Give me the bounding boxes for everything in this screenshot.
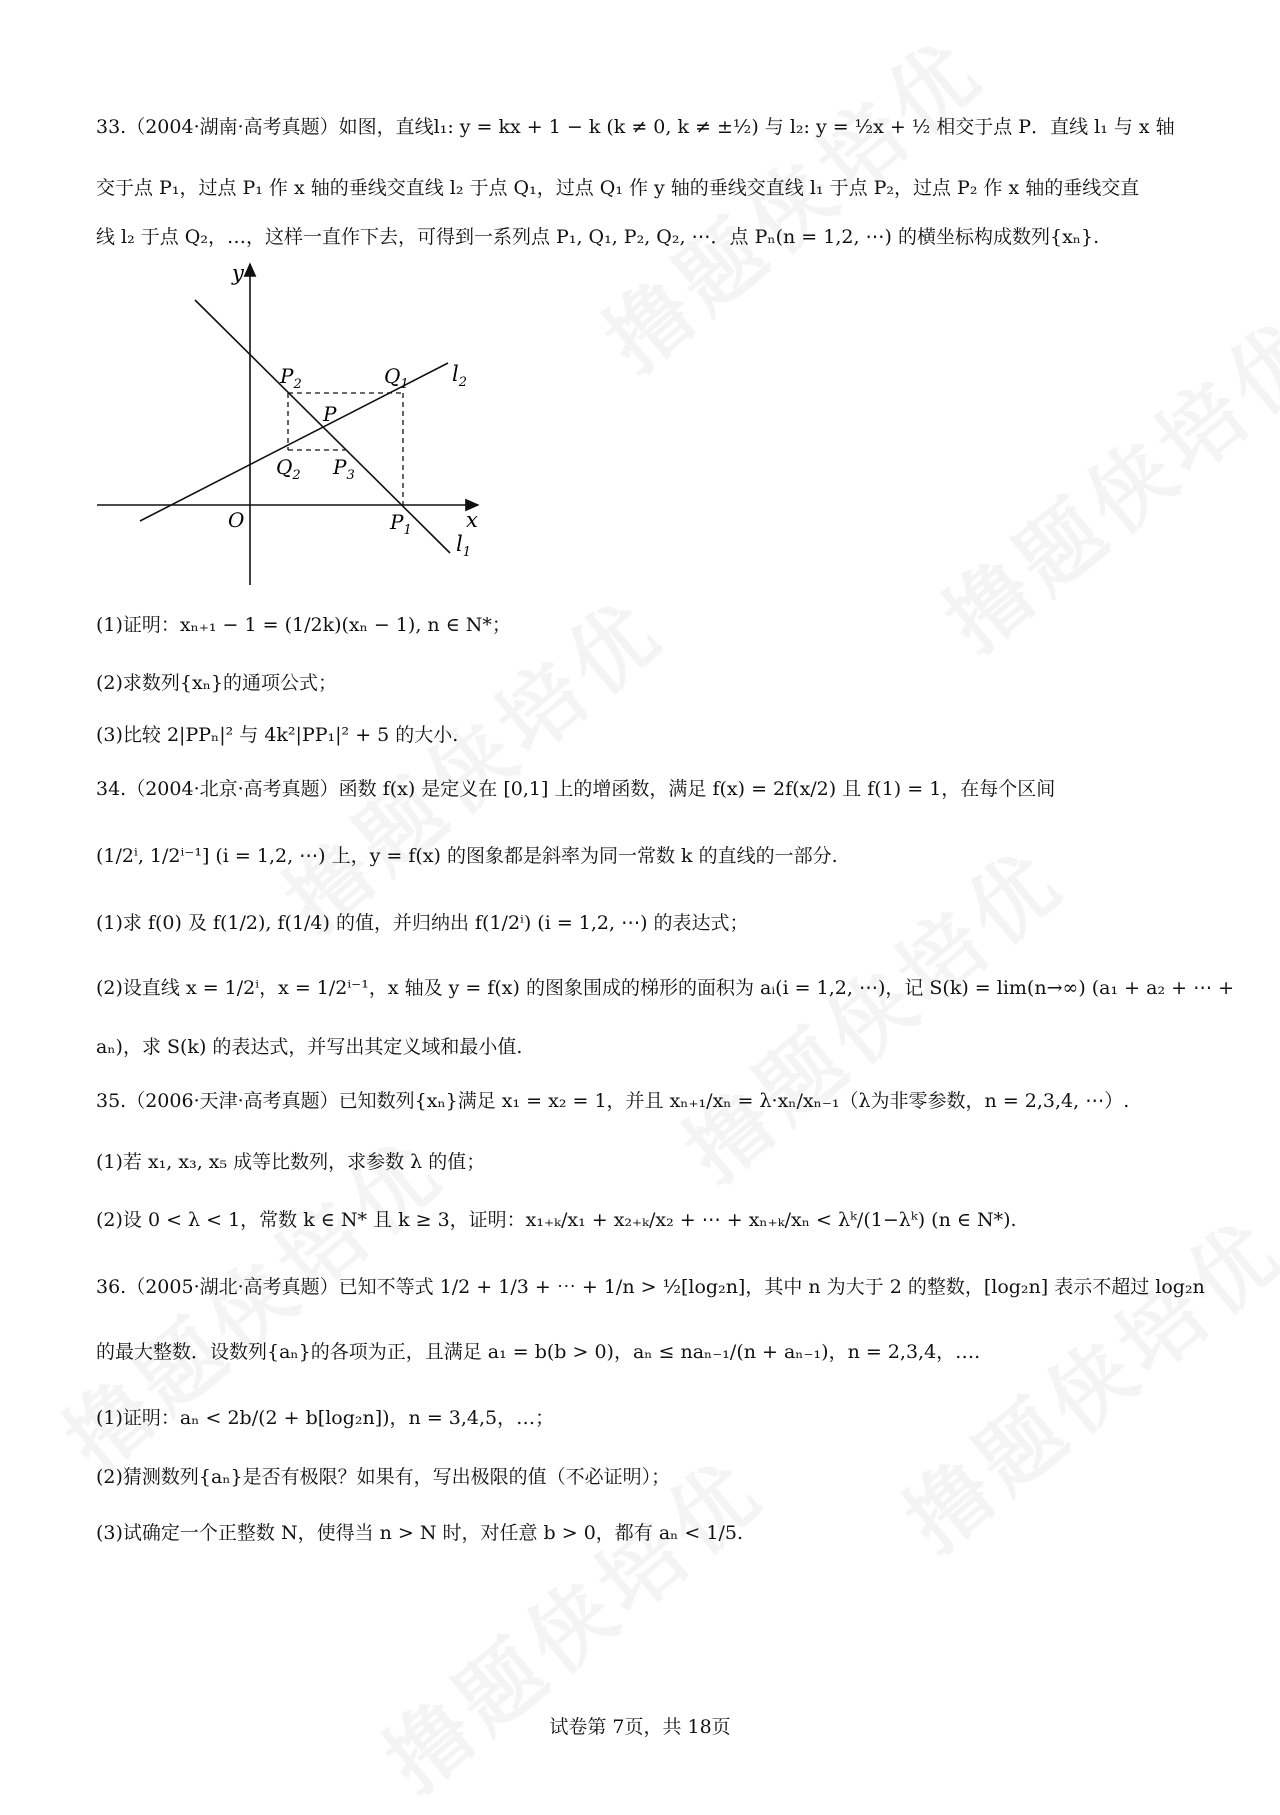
q36-line1: 36.（2005·湖北·高考真题）已知不等式 1/2 + 1/3 + ⋯ + 1/n > ½[log₂n]，其中 n 为大于 2 的整数，[log₂n] 表示不超过 log₂n	[96, 1276, 1205, 1298]
q34-sub2-line2: aₙ)，求 S(k) 的表达式，并写出其定义域和最小值.	[96, 1036, 523, 1058]
q33-sub3: (3)比较 2|PPₙ|² 与 4k²|PP₁|² + 5 的大小.	[96, 724, 459, 746]
watermark	[875, 1186, 1280, 1574]
q35-line1: 35.（2006·天津·高考真题）已知数列{xₙ}满足 x₁ = x₂ = 1，并且 xₙ₊₁/xₙ = λ·xₙ/xₙ₋₁（λ为非零参数，n = 2,3,4, ⋯）.	[96, 1090, 1130, 1112]
y-axis-label: y	[232, 261, 244, 285]
q33-line3: 线 l₂ 于点 Q₂，…，这样一直作下去，可得到一系列点 P₁, Q₁, P₂, Q₂, ⋯．点 Pₙ(n = 1,2, ⋯) 的横坐标构成数列{xₙ}.	[96, 226, 1100, 248]
q33-sub2: (2)求数列{xₙ}的通项公式；	[96, 672, 338, 694]
q34-line2: (1/2ⁱ, 1/2ⁱ⁻¹] (i = 1,2, ⋯) 上，y = f(x) 的图象都是斜率为同一常数 k 的直线的一部分.	[96, 845, 838, 867]
q36-sub1: (1)证明：aₙ < 2b/(2 + b[log₂n])，n = 3,4,5，…；	[96, 1407, 555, 1429]
q35-sub1: (1)若 x₁, x₃, x₅ 成等比数列，求参数 λ 的值；	[96, 1151, 486, 1173]
q35-sub2: (2)设 0 < λ < 1，常数 k ∈ N* 且 k ≥ 3，证明：x₁₊ₖ/x₁ + x₂₊ₖ/x₂ + ⋯ + xₙ₊ₖ/xₙ < λᵏ/(1−λᵏ) (n ∈ N*).	[96, 1209, 1017, 1231]
q34-line1: 34.（2004·北京·高考真题）函数 f(x) 是定义在 [0,1] 上的增函数，满足 f(x) = 2f(x/2) 且 f(1) = 1，在每个区间	[96, 778, 1056, 800]
x-axis-label: x	[466, 508, 478, 532]
label-q2: $Q_2$	[276, 455, 301, 483]
q36-sub2: (2)猜测数列{aₙ}是否有极限？如果有，写出极限的值（不必证明）；	[96, 1466, 671, 1488]
q34-sub2-line1: (2)设直线 x = 1/2ⁱ，x = 1/2ⁱ⁻¹，x 轴及 y = f(x) 的图象围成的梯形的面积为 aᵢ(i = 1,2, ⋯)，记 S(k) = lim(n→∞) (a₁ + a₂ + ⋯ +	[96, 977, 1235, 999]
q33-figure	[92, 258, 492, 598]
q33-line1: 33.（2004·湖南·高考真题）如图，直线l₁: y = kx + 1 − k (k ≠ 0, k ≠ ±½) 与 l₂: y = ½x + ½ 相交于点 P．直线 l₁ 与 x 轴	[96, 116, 1175, 138]
watermark	[655, 816, 1085, 1204]
origin-label: O	[228, 508, 245, 532]
page-footer: 试卷第 7页，共 18页	[549, 1716, 731, 1738]
watermark	[915, 286, 1280, 674]
label-p3: $P_3$	[333, 455, 355, 483]
label-l2: $l_2$	[452, 362, 467, 390]
q33-line2: 交于点 P₁，过点 P₁ 作 x 轴的垂线交直线 l₂ 于点 Q₁，过点 Q₁ 作 y 轴的垂线交直线 l₁ 于点 P₂，过点 P₂ 作 x 轴的垂线交直	[96, 177, 1140, 199]
q33-sub1: (1)证明：xₙ₊₁ − 1 = (1/2k)(xₙ − 1), n ∈ N*；	[96, 614, 511, 636]
label-l1: $l_1$	[456, 532, 471, 560]
label-p2: $P_2$	[280, 364, 302, 392]
q34-sub1: (1)求 f(0) 及 f(1/2), f(1/4) 的值，并归纳出 f(1/2ⁱ) (i = 1,2, ⋯) 的表达式；	[96, 912, 749, 934]
q36-line2: 的最大整数．设数列{aₙ}的各项为正，且满足 a₁ = b(b > 0)，aₙ ≤ naₙ₋₁/(n + aₙ₋₁)，n = 2,3,4，….	[96, 1341, 981, 1363]
label-p1: $P_1$	[390, 510, 412, 538]
label-q1: $Q_1$	[384, 364, 409, 392]
q36-sub3: (3)试确定一个正整数 N，使得当 n > N 时，对任意 b > 0，都有 aₙ < 1/5.	[96, 1522, 744, 1544]
label-p: P	[323, 402, 337, 426]
